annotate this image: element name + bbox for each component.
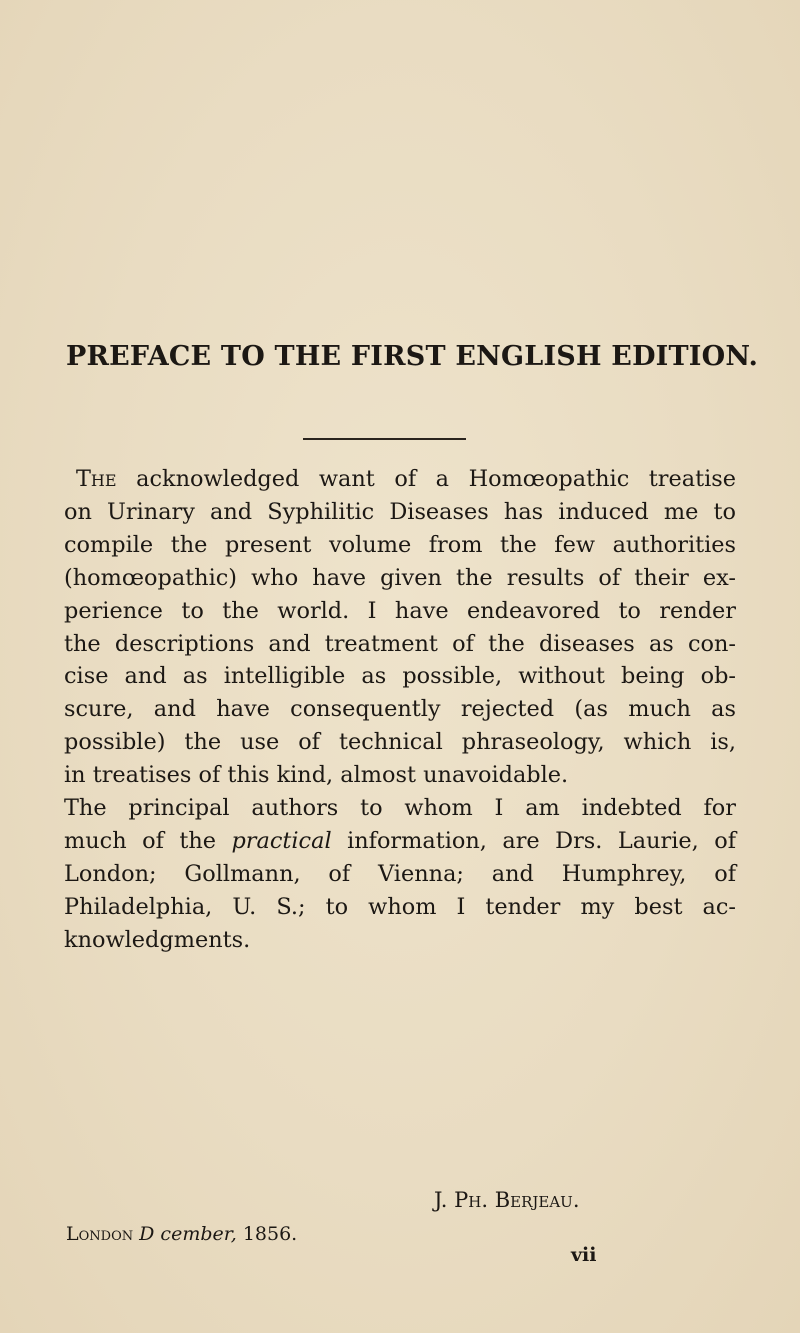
text-line: compile the present volume from the few authorities (64, 531, 736, 558)
text-line: knowledgments. (64, 926, 251, 953)
text-line: much of the practical information, are Drs. Laurie, of (64, 827, 736, 854)
text-line: possible) the use of technical phraseology, which is, (64, 729, 736, 756)
text-line: in treatises of this kind, almost unavoidable. (64, 762, 569, 789)
text-line: (homœopathic) who have given the results of their ex- (64, 564, 736, 591)
dateline-year: 1856. (236, 1223, 298, 1245)
author-signature: J. Ph. Berjeau. (434, 1188, 580, 1212)
dateline-month: D cember, (139, 1223, 237, 1245)
dateline-place: London (66, 1223, 134, 1245)
preface-body (64, 463, 736, 957)
text-line: the descriptions and treatment of the diseases as con- (64, 630, 736, 657)
page-title: PREFACE TO THE FIRST ENGLISH EDITION. (66, 341, 759, 372)
text-line: The principal authors to whom I am indebted for (64, 795, 736, 822)
text-line: Philadelphia, U. S.; to whom I tender my best ac- (64, 893, 736, 920)
text-line: cise and as intelligible as possible, without being ob- (64, 663, 736, 690)
dateline (66, 1223, 297, 1245)
small-caps-lead: The (76, 466, 117, 492)
italic-word: practical (231, 827, 332, 854)
text-line: perience to the world. I have endeavored to render (64, 597, 736, 624)
text-line: on Urinary and Syphilitic Diseases has induced me to (64, 498, 736, 525)
text-line: The acknowledged want of a Homœopathic treatise (76, 466, 736, 492)
text-line: scure, and have consequently rejected (as much as (64, 696, 736, 723)
text-line: London; Gollmann, of Vienna; and Humphrey, of (64, 860, 736, 887)
page-number: vii (571, 1244, 597, 1266)
title-divider (303, 438, 466, 440)
